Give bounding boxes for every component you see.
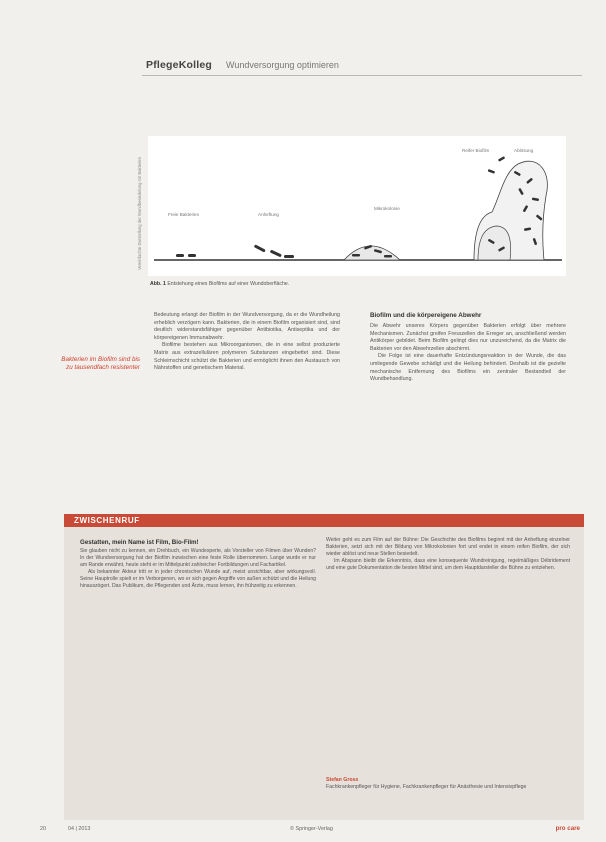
box-paragraph: Im Abspann bleibt die Erkenntnis, dass eine konsequente Wundreinigung, regelmäßiges Débridement und eine gute Dokumentation die besten Mittel sind, um dem Hauptdarsteller die Bühne zu entziehen. — [326, 558, 570, 572]
box-column-right — [326, 537, 570, 572]
body-paragraph: Die Folge ist eine dauerhafte Entzündungsreaktion in der Wunde, die das umliegende Gewebe schädigt und die Heilung behindert. Deshalb ist die gezielte mechanische Entfernung des Biofilms ein zentraler Bestandteil der Wundbehandlung. — [370, 353, 566, 383]
author-name: Stefan Gross — [326, 777, 359, 783]
header-divider — [142, 75, 582, 76]
page-number: 20 — [40, 826, 46, 832]
author-info — [326, 777, 566, 791]
figure-caption — [150, 281, 289, 287]
author-description: Fachkrankenpfleger für Hygiene, Fachkrankenpfleger für Anästhesie und Intensivpflege — [326, 784, 527, 791]
page-footer — [40, 826, 580, 836]
body-column-left — [154, 312, 340, 373]
header-title: PflegeKolleg — [146, 59, 212, 71]
label-free-bacteria: Freie Bakterien — [168, 212, 200, 217]
publisher: © Springer-Verlag — [290, 826, 333, 832]
box-paragraph: Weiter geht es zum Film auf der Bühne: Die Geschichte des Biofilms beginnt mit der Anheftung einzelner Bakterien, setzt sich mit der Bildung von Mikrokolonien fort und endet in einem reifen Biofilm, der sich wieder ablöst und neue Stellen besiedelt. — [326, 537, 570, 558]
magazine-name: pro care — [555, 825, 580, 832]
section-heading: Biofilm und die körpereigene Abwehr — [370, 312, 482, 319]
body-paragraph: Die Abwehr unseres Körpers gegenüber Bakterien erfolgt über mehrere Mechanismen. Zunächst greifen Fresszellen die Erreger an, anschließend werden Antikörper gebildet. Beim Biofilm gelingt dies nur unzureichend, da die Matrix die Bakterien vor den Abwehrzellen abschirmt. — [370, 323, 566, 352]
biofilm-illustration — [148, 136, 566, 276]
box-paragraph: Als bekannter Akteur tritt er in jeder chronischen Wunde auf, meist unsichtbar, aber wirkungsvoll. Seine Hauptrolle spielt er im Verborgenen, wo er sich gegen Angriffe von außen schützt und die Heilung hinauszögert. Das Publikum, die Pflegenden und Ärzte, muss lernen, ihn frühzeitig zu erkennen. — [80, 569, 316, 590]
label-mature-biofilm: Reifer Biofilm — [462, 148, 490, 153]
body-paragraph: Biofilme bestehen aus Mikroorganismen, die in eine selbst produzierte Matrix aus extrazellulären polymeren Substanzen eingebettet sind. Diese Schleimschicht schützt die Bakterien und ermöglicht ihnen den Austausch von Nährstoffen und genetischem Material. — [154, 342, 340, 372]
body-column-right — [370, 323, 566, 384]
figure-axis-label: Vereinfachte Darstellung der Wundbesiedelung mit Bakterien — [137, 156, 142, 270]
issue-date: 04 | 2013 — [68, 826, 91, 832]
box-column-left — [80, 539, 316, 591]
box-heading: Gestatten, mein Name ist Film, Bio-Film! — [80, 539, 199, 546]
pullquote: Bakterien im Biofilm sind bis zu tausendfach resistenter — [61, 356, 140, 372]
box-banner-text: ZWISCHENRUF — [74, 516, 140, 525]
header-topic: Wundversorgung optimieren — [226, 60, 339, 70]
page-header — [142, 56, 582, 76]
box-body — [64, 527, 584, 820]
biofilm-figure — [137, 136, 566, 276]
zwischenruf-box — [64, 514, 584, 820]
box-paragraph: Sie glauben nicht zu kennen, ein Drehbuch, ein Wundexperte, als Vorsteller von Filmen über Wunden? In der Wundversorgung hat der Biofilm inzwischen eine feste Rolle übernommen. Lange wurde er nur am Rande erwähnt, heute steht er im Mittelpunkt zahlreicher Fortbildungen und Fachartikel. — [80, 548, 316, 569]
caption-label: Abb. 1 — [150, 281, 166, 287]
label-detachment: Ablösung — [514, 148, 534, 153]
label-microcolony: Mikrokolonie — [374, 206, 400, 211]
box-banner — [64, 514, 584, 527]
body-paragraph: Bedeutung erlangt der Biofilm in der Wundversorgung, da er die Wundheilung erheblich verzögern kann. Bakterien, die in einem Biofilm organisiert sind, sind deutlich widerstandsfähiger gegenüber Antibiotika, Antiseptika und der körpereigenen Immunabwehr. — [154, 312, 340, 341]
label-attachment: Anheftung — [258, 212, 279, 217]
caption-text: Entstehung eines Biofilms auf einer Wundoberfläche. — [167, 281, 290, 287]
